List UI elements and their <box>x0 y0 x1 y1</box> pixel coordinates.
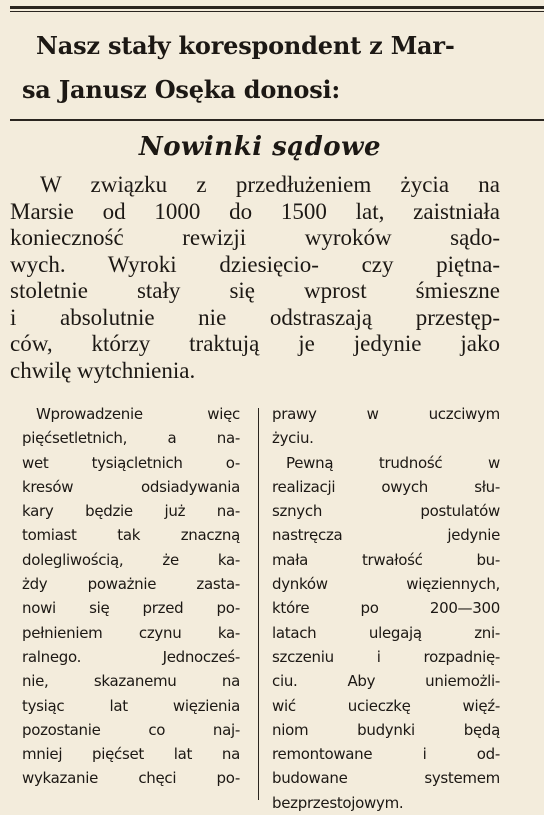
intro-line: W związku z przedłużeniem życia na <box>40 172 500 197</box>
column-line: mniej pięćset lat na <box>22 745 240 764</box>
column-line: tysiąc lat więzienia <box>22 696 240 715</box>
headline <box>10 24 530 112</box>
top-rule-thin <box>10 11 544 12</box>
intro-paragraph <box>10 172 500 384</box>
column-line: pozostanie co naj- <box>22 720 240 739</box>
column-line: ralnego. Jednocześ- <box>22 647 240 666</box>
column-line: nie, skazanemu na <box>22 672 240 691</box>
intro-line: konieczność rewizji wyroków sądo- <box>10 225 500 250</box>
column-line: remontowane i od- <box>272 745 500 764</box>
headline-line-2: sa Janusz Osęka donosi: <box>22 75 341 104</box>
column-line: pięćsetletnich, a na- <box>22 429 240 448</box>
left-column <box>22 402 240 791</box>
intro-line: chwilę wytchnienia. <box>10 357 196 383</box>
column-divider <box>258 408 259 800</box>
column-line: sznych postulatów <box>272 502 500 521</box>
column-line: tomiast tak znaczną <box>22 526 240 545</box>
column-line: żdy poważnie zasta- <box>22 575 240 594</box>
column-line: ciu. Aby uniemożli- <box>272 672 500 691</box>
column-line: niom budynki będą <box>272 720 500 739</box>
column-line: pełnieniem czynu ka- <box>22 623 240 642</box>
column-line: latach ulegają zni- <box>272 623 500 642</box>
column-line: mała trwałość bu- <box>272 550 500 569</box>
intro-line: Marsie od 1000 do 1500 lat, zaistniała <box>10 198 500 224</box>
column-line: kresów odsiadywania <box>22 477 240 496</box>
top-rule <box>10 6 544 9</box>
column-line: dynków więziennych, <box>272 575 500 594</box>
column-line: szczeniu i rozpadnię- <box>272 647 500 666</box>
column-line: kary będzie już na- <box>22 502 240 521</box>
right-column <box>272 402 500 815</box>
headline-line-1: Nasz stały korespondent z Mar- <box>36 31 455 60</box>
column-line: prawy w uczciwym <box>272 405 500 423</box>
column-line: nastręcza jedynie <box>272 526 500 545</box>
column-line: bezprzestojowym. <box>272 793 404 812</box>
intro-line: ców, którzy traktują je jedynie jako <box>10 331 500 356</box>
column-line: wykazanie chęci po- <box>22 769 240 788</box>
intro-line: i absolutnie nie odstraszają przestęp- <box>10 304 500 330</box>
column-line: budowane systemem <box>272 769 500 788</box>
column-line: Wprowadzenie więc <box>36 405 240 423</box>
column-line: realizacji owych słu- <box>272 477 500 496</box>
column-line: nowi się przed po- <box>22 599 240 618</box>
column-line: wić ucieczkę więź- <box>272 696 500 715</box>
column-line: dolegliwością, że ka- <box>22 550 240 569</box>
article-title: Nowinki sądowe <box>138 132 382 162</box>
column-line: Pewną trudność w <box>286 453 500 472</box>
column-line: życiu. <box>272 429 314 448</box>
intro-line: wych. Wyroki dziesięcio- czy piętna- <box>10 251 500 277</box>
headline-rule <box>10 119 544 121</box>
column-line: wet tysiącletnich o- <box>22 453 240 472</box>
column-line: które po 200—300 <box>272 599 500 618</box>
intro-line: stoletnie stały się wprost śmieszne <box>10 278 500 303</box>
